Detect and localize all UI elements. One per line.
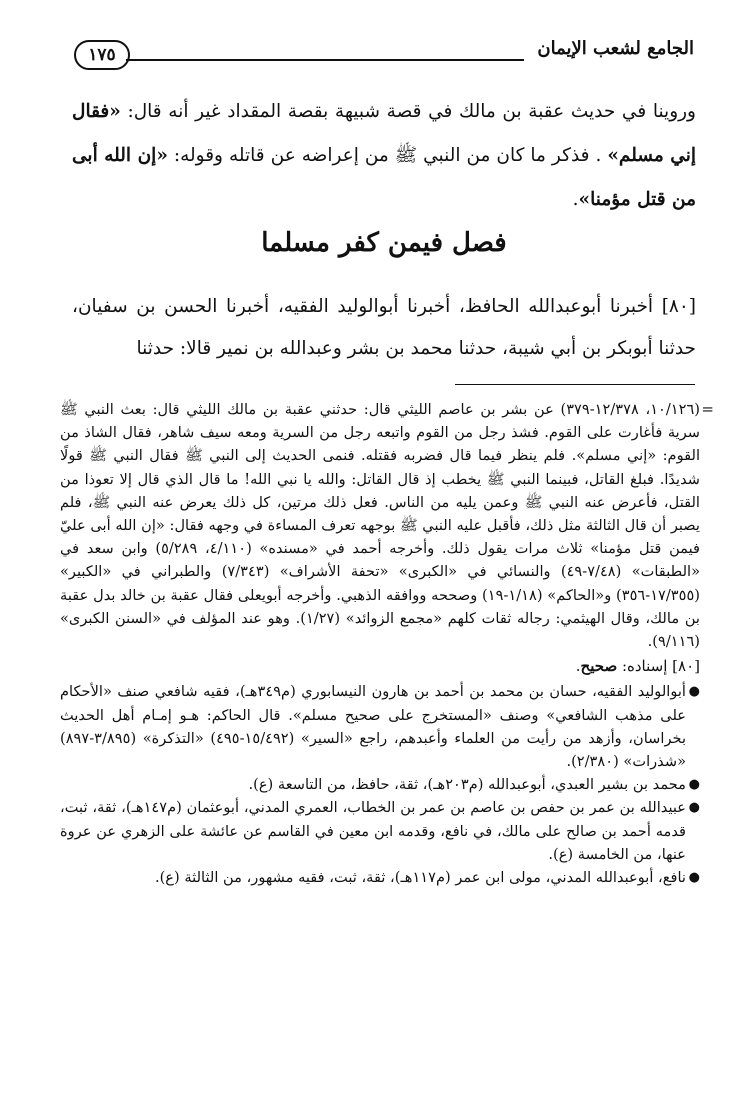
running-header bbox=[74, 36, 694, 76]
page-number: ١٧٥ bbox=[74, 40, 130, 70]
hadith-80 bbox=[72, 286, 696, 370]
main-paragraph bbox=[72, 90, 696, 222]
bullet-icon: ● bbox=[688, 777, 700, 793]
isnad-heading bbox=[60, 655, 700, 678]
narrator-item bbox=[60, 773, 700, 796]
narrator-item bbox=[60, 866, 700, 889]
header-rule bbox=[126, 59, 524, 61]
main-text-part1: وروينا في حديث عقبة بن مالك في قصة شبيهة بقصة المقداد غير أنه قال: bbox=[120, 101, 696, 122]
isnad-label: إسناده: bbox=[617, 657, 673, 676]
narrator-item bbox=[60, 796, 700, 866]
main-text-end: . bbox=[572, 189, 579, 210]
narrator-text: نافع، أبوعبدالله المدني، مولى ابن عمر (م١١٧هـ)، ثقة، ثبت، فقيه مشهور، من الثالثة (ع). bbox=[154, 869, 686, 887]
footnote-takhrij: (١٠/١٢٦، ١٢/٣٧٨-٣٧٩) عن بشر بن عاصم الليثي قال: حدثني عقبة بن مالك الليثي قال: بعث النبي ﷺ سرية فأغارت على القوم. فشذ رجل من القوم واتبعه رجل من السرية ومعه سيف شاهر، فقال الشاذ من القوم: «إني مسلم». فلم ينظر فيما قال فضربه فقتله. فنمى الحديث إلى النبي ﷺ فقال النبي ﷺ قولًا شديدًا. فبلغ القاتل، فبينما النبي ﷺ يخطب إذ قال القاتل: والله يا نبي الله! ما قال الذي قال إلا تعوذا من القتل، فأعرض عنه النبي ﷺ وعمن يليه من الناس. فعل ذلك مرتين، كل ذلك يعرض عنه النبي ﷺ، فلم يصبر أن قال الثالثة مثل ذلك، فأقبل عليه النبي ﷺ بوجهه تعرف المساءة في وجهه فقال: «إن الله أبى عليّ فيمن قتل مؤمنا» ثلاث مرات يقول ذلك. وأخرجه أحمد في «مسنده» (٤/١١٠، ٥/٢٨٩) وابن سعد في «الطبقات» (٧/٤٨-٤٩) والنسائي في «الكبرى» «تحفة الأشراف» (٧/٣٤٣) والطبراني في «الكبير» (١٧/٣٥٥-٣٥٦) و«الحاكم» (١/١٨-١٩) وصححه ووافقه الذهبي. وأخرجه أبويعلى فقال عقبة بن خالد بدل عقبة بن مالك، وقال الهيثمي: رجاله ثقات كلهم «مجمع الزوائد» (١/٢٧). وهو عند المؤلف في «السنن الكبرى» (٩/١١٦). bbox=[60, 401, 700, 651]
narrator-text: أبوالوليد الفقيه، حسان بن محمد بن أحمد بن هارون النيسابوري (م٣٤٩هـ)، فقيه شافعي صنف «الأحكام على مذهب الشافعي» وصنف «المستخرج على صحيح مسلم». قال الحاكم: هـو إمـام أهل الحديث بخراسان، وأزهد من رأيت من العلماء وأعبدهم، راجع «السير» (١٥/٤٩٢-٤٩٥) «التذكرة» (٣/٨٩٥-٨٩٧) «شذرات» (٢/٣٨٠). bbox=[60, 683, 687, 771]
continuation-mark: = bbox=[701, 400, 714, 418]
footnotes bbox=[60, 398, 714, 889]
bullet-icon: ● bbox=[688, 870, 700, 886]
main-text bbox=[72, 90, 696, 222]
book-title: الجامع لشعب الإيمان bbox=[537, 38, 694, 59]
hadith-text: [٨٠] أخبرنا أبوعبدالله الحافظ، أخبرنا أبوالوليد الفقيه، أخبرنا الحسن بن سفيان، حدثنا أبوبكر بن أبي شيبة، حدثنا محمد بن بشر وعبدالله بن نمير قالا: حدثنا bbox=[72, 296, 696, 359]
narrator-text: عبيدالله بن عمر بن حفص بن عاصم بن عمر بن الخطاب، العمري المدني، أبوعثمان (م١٤٧هـ)، ثقة، ثبت، قدمه أحمد بن صالح على مالك، في نافع، وقدمه ابن معين في القاسم عن عائشة على الزهري عن عروة عنها، من الخامسة (ع). bbox=[60, 799, 686, 863]
bullet-icon: ● bbox=[688, 800, 700, 816]
isnad-number: [٨٠] bbox=[672, 657, 700, 676]
quote-inni-muslim: «فقال إني مسلم» bbox=[72, 101, 696, 166]
bullet-icon: ● bbox=[688, 684, 700, 700]
isnad-end: . bbox=[575, 657, 581, 676]
section-title: فصل فيمن كفر مسلما bbox=[261, 228, 507, 258]
narrator-list bbox=[60, 680, 700, 889]
narrator-text: محمد بن بشير العبدي، أبوعبدالله (م٢٠٣هـ)، ثقة، حافظ، من التاسعة (ع). bbox=[248, 776, 686, 794]
footnote-rule bbox=[455, 384, 695, 385]
quote-inna-allah: «إن الله أبى من قتل مؤمنا» bbox=[72, 145, 696, 210]
isnad-grade: صحيح bbox=[580, 657, 618, 676]
narrator-item bbox=[60, 680, 700, 773]
main-text-part2: . فذكر ما كان من النبي ﷺ من إعراضه عن قاتله وقوله: bbox=[167, 145, 608, 166]
